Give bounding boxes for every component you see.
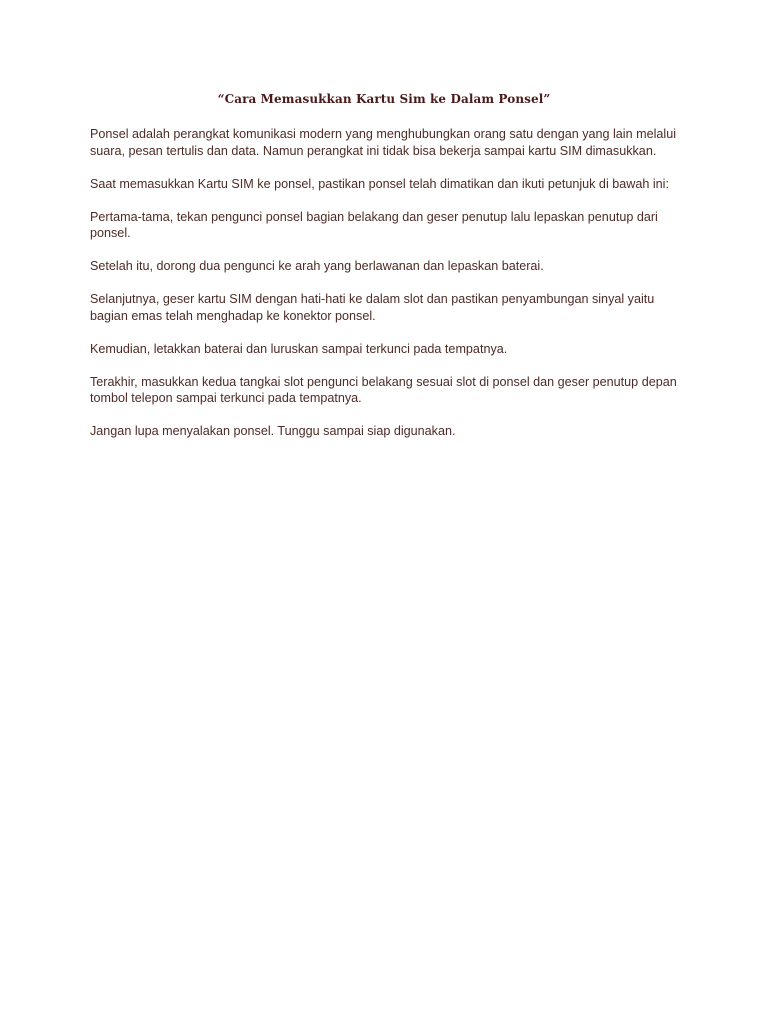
paragraph-preparation: Saat memasukkan Kartu SIM ke ponsel, pastikan ponsel telah dimatikan dan ikuti petunjuk di bawah ini: (90, 176, 669, 191)
document-body (90, 126, 682, 456)
paragraph-step-second: Setelah itu, dorong dua pengunci ke arah yang berlawanan dan lepaskan baterai. (90, 259, 544, 273)
paragraph-closing: Jangan lupa menyalakan ponsel. Tunggu sampai siap digunakan. (90, 424, 456, 438)
paragraph-intro: Ponsel adalah perangkat komunikasi modern yang menghubungkan orang satu dengan yang lain melalui suara, pesan tertulis dan data. Namun perangkat ini tidak bisa bekerja sampai kartu SIM dimasukkan. (90, 127, 677, 158)
paragraph-step-first: Pertama-tama, tekan pengunci ponsel bagian belakang dan geser penutup lalu lepaskan penutup dari ponsel. (90, 209, 658, 240)
paragraph-step-third: Selanjutnya, geser kartu SIM dengan hati-hati ke dalam slot dan pastikan penyambungan sinyal yaitu bagian emas telah menghadap ke konektor ponsel. (90, 292, 655, 323)
document-title: “Cara Memasukkan Kartu Sim ke Dalam Ponsel” (217, 92, 551, 106)
paragraph-step-fifth: Terakhir, masukkan kedua tangkai slot pengunci belakang sesuai slot di ponsel dan geser penutup depan tombol telepon sampai terkunci pada tempatnya. (90, 374, 677, 405)
paragraph-step-fourth: Kemudian, letakkan baterai dan luruskan sampai terkunci pada tempatnya. (90, 341, 508, 356)
